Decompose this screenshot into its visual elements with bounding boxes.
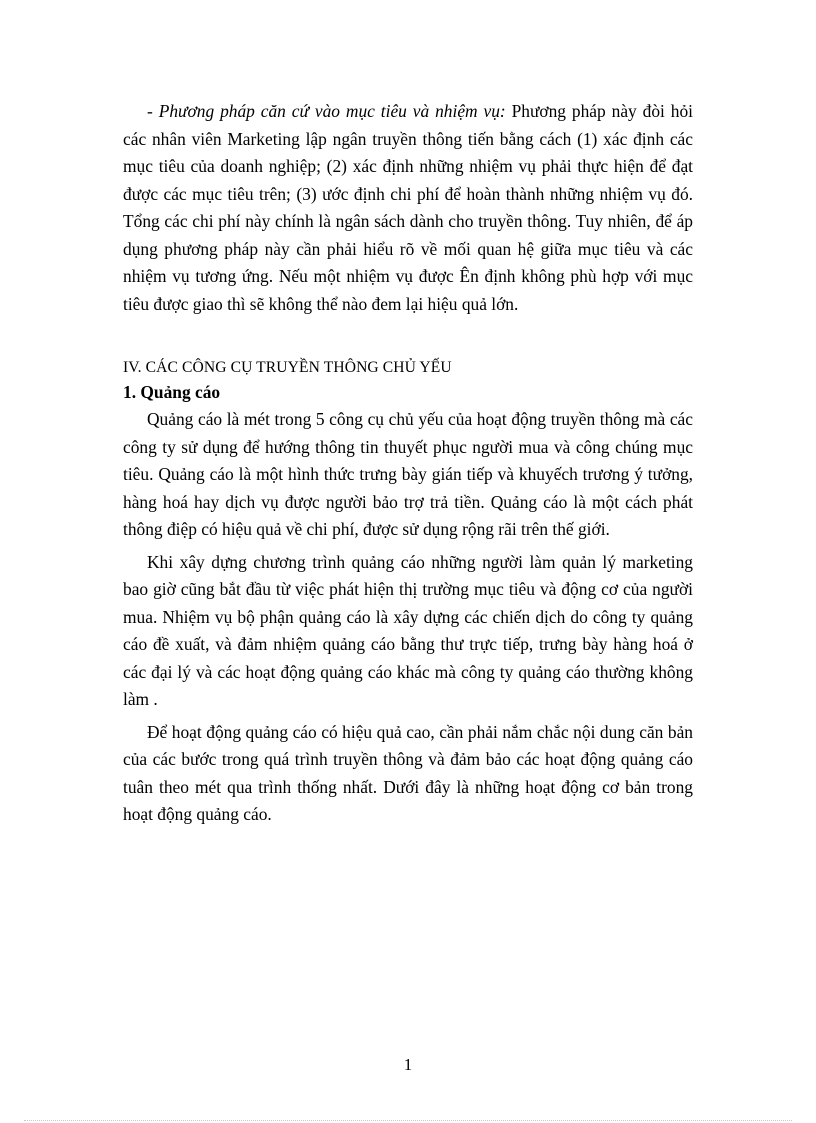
paragraph-advertising-program: Khi xây dựng chương trình quảng cáo những người làm quản lý marketing bao giờ cũng bắt đầu từ việc phát hiện thị trường mục tiêu và động cơ của người mua. Nhiệm vụ bộ phận quảng cáo là xây dựng các chiến dịch do công ty quảng cáo đề xuất, và đảm nhiệm quảng cáo bằng thư trực tiếp, trưng bày hàng hoá ở các đại lý và các hoạt động quảng cáo khác mà công ty quảng cáo thường không làm . [123, 551, 693, 709]
page-content [123, 98, 693, 829]
page-number: 1 [403, 1055, 413, 1074]
section-heading: IV. CÁC CÔNG CỤ TRUYỀN THÔNG CHỦ YẾU [123, 359, 452, 376]
paragraph-advertising-effectiveness: Để hoạt động quảng cáo có hiệu quả cao, cần phải nắm chắc nội dung căn bản của các bước trong quá trình truyền thông và đảm bảo các hoạt động quảng cáo tuân theo mét qua trình thống nhất. Dưới đây là những hoạt động cơ bản trong hoạt động quảng cáo. [123, 721, 693, 824]
section-spacer [123, 318, 693, 357]
paragraph-method-objective-task [123, 98, 693, 318]
sub-heading-advertising: 1. Quảng cáo [123, 382, 221, 402]
paragraph-advertising-definition: Quảng cáo là mét trong 5 công cụ chủ yếu của hoạt động truyền thông mà các công ty sử dụng để hướng thông tin thuyết phục người mua và công chúng mục tiêu. Quảng cáo là một hình thức trưng bày gián tiếp và khuyếch trương ý tưởng, hàng hoá hay dịch vụ được người bảo trợ trả tiền. Quảng cáo là một cách phát thông điệp có hiệu quả về chi phí, được sử dụng rộng rãi trên thế giới. [123, 409, 693, 539]
method-description: Phương pháp này đòi hỏi các nhân viên Marketing lập ngân truyền thông tiến bằng cách (1) xác định các mục tiêu của doanh nghiệp; (2) xác định những nhiệm vụ phải thực hiện để đạt được các mục tiêu trên; (3) ước định chi phí để hoàn thành những nhiệm vụ đó. Tổng các chi phí này chính là ngân sách dành cho truyền thông. Tuy nhiên, để áp dụng phương pháp này cần phải hiểu rõ về mối quan hệ giữa mục tiêu và các nhiệm vụ tương ứng. Nếu một nhiệm vụ được Ên định không phù hợp với mục tiêu được giao thì sẽ không thể nào đem lại hiệu quả lớn. [123, 101, 693, 314]
page-bottom-divider [24, 1120, 792, 1121]
method-title-italic: - Phương pháp căn cứ vào mục tiêu và nhiệm vụ: [147, 101, 506, 121]
